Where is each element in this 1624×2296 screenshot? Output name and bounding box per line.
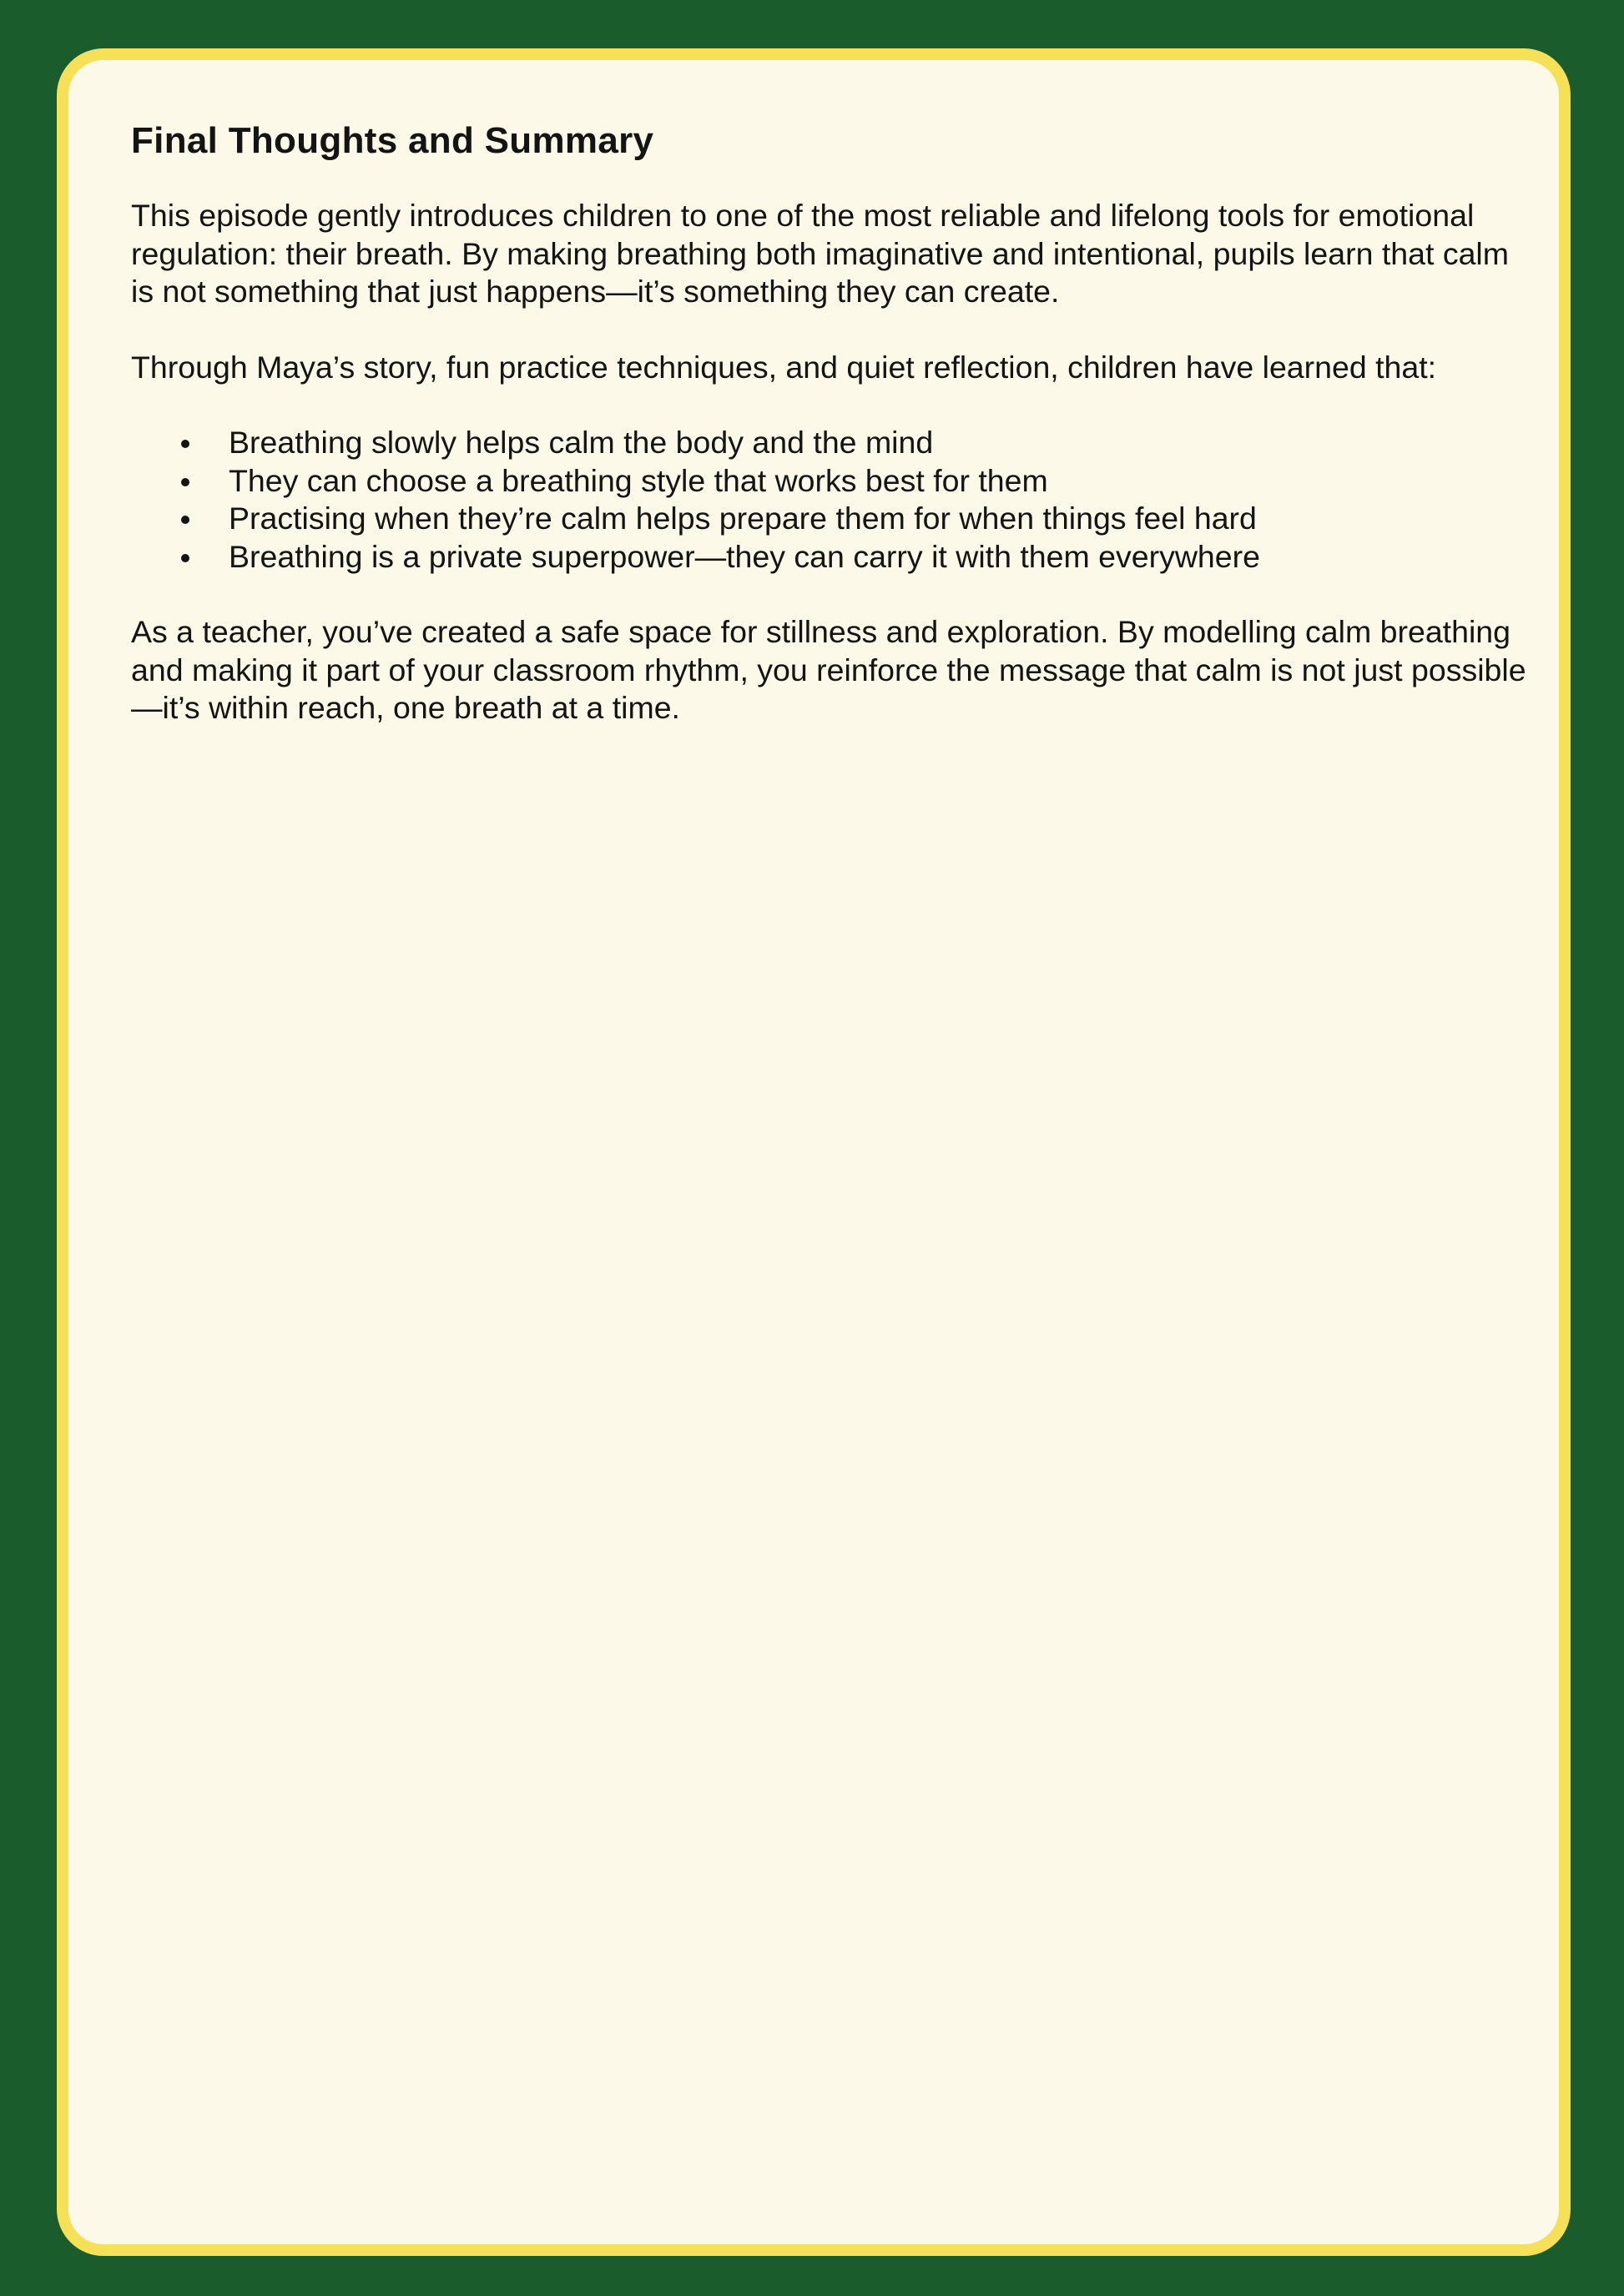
bullet-icon xyxy=(181,554,189,562)
learned-list xyxy=(131,424,1533,576)
bullet-icon xyxy=(181,440,189,448)
card-content xyxy=(131,118,1533,728)
learned-lead-in: Through Maya’s story, fun practice techniques, and quiet reflection, children have learned that: xyxy=(131,349,1437,385)
section-heading: Final Thoughts and Summary xyxy=(131,120,654,161)
list-item-text: Breathing slowly helps calm the body and the mind xyxy=(229,425,934,460)
list-item xyxy=(229,462,1533,501)
list-item-text: Breathing is a private superpower—they can carry it with them everywhere xyxy=(229,538,1260,574)
list-item-text: Practising when they’re calm helps prepare them for when things feel hard xyxy=(229,501,1257,536)
teacher-paragraph: As a teacher, you’ve created a safe space for stillness and exploration. By modelling calm breathing and making it part of your classroom rhythm, you reinforce the message that calm is not just possible—it’s within reach, one breath at a time. xyxy=(131,614,1526,725)
intro-paragraph: This episode gently introduces children to one of the most reliable and lifelong tools for emotional regulation: their breath. By making breathing both imaginative and intentional, pupils learn that calm is not something that just happens—it’s something they can create. xyxy=(131,198,1509,309)
list-item xyxy=(229,424,1533,462)
bullet-icon xyxy=(181,516,189,524)
list-item-text: They can choose a breathing style that works best for them xyxy=(229,462,1048,498)
summary-card xyxy=(57,48,1571,2256)
bullet-icon xyxy=(181,478,189,486)
list-item xyxy=(229,500,1533,538)
list-item xyxy=(229,538,1533,577)
